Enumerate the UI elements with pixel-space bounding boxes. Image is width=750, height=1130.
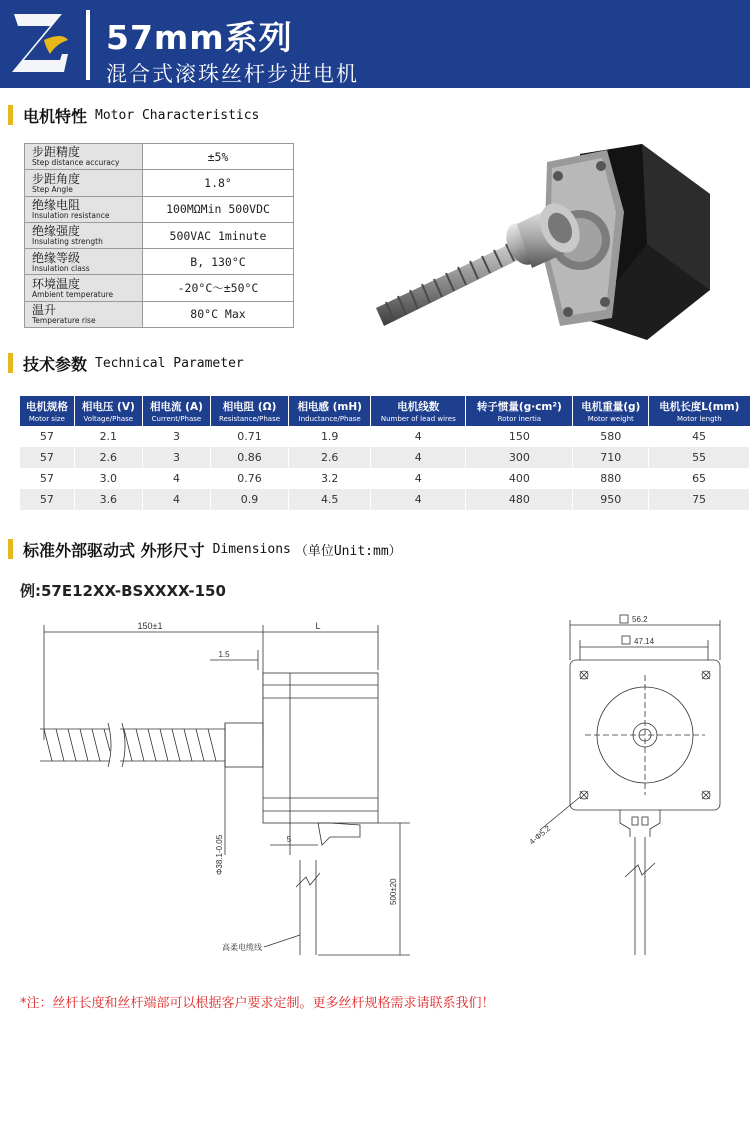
- cable-label: 高柔电缆线: [222, 943, 262, 952]
- column-header: 电机长度L(mm) Motor length: [649, 396, 750, 426]
- table-cell: 4: [371, 489, 466, 510]
- table-cell: 65: [649, 468, 750, 489]
- dim-5: 5: [286, 835, 292, 844]
- char-label: 步距角度 Step Angle: [25, 170, 143, 196]
- table-cell: 4: [142, 468, 210, 489]
- section-title-en: Motor Characteristics: [95, 107, 260, 123]
- model-example: 例:57E12XX-BSXXXX-150: [20, 582, 226, 600]
- table-cell: 0.9: [211, 489, 289, 510]
- table-cell: 75: [649, 489, 750, 510]
- table-row: [25, 249, 294, 275]
- table-row: [20, 468, 750, 489]
- column-header: 相电流 (A) Current/Phase: [142, 396, 210, 426]
- footnote: *注：丝杆长度和丝杆端部可以根据客户要求定制。更多丝杆规格需求请联系我们！: [20, 996, 495, 1011]
- table-cell: 580: [573, 426, 649, 447]
- table-cell: 300: [466, 447, 573, 468]
- technical-parameter-table: [20, 396, 750, 510]
- column-header: 相电压 (V) Voltage/Phase: [74, 396, 142, 426]
- table-cell: 0.86: [211, 447, 289, 468]
- column-header: 相电感 (mH) Inductance/Phase: [289, 396, 371, 426]
- char-label: 绝缘电阻 Insulation resistance: [25, 196, 143, 222]
- table-cell: 3.0: [74, 468, 142, 489]
- motor-photo: [372, 140, 717, 340]
- front-view-drawing: [480, 605, 750, 975]
- table-cell: 3: [142, 447, 210, 468]
- table-row: [25, 144, 294, 170]
- dim-mount-holes: 4-Φ5.2: [527, 823, 553, 847]
- section-title-cn: 电机特性: [23, 106, 88, 126]
- table-row: [20, 426, 750, 447]
- section-marker: [8, 353, 13, 373]
- company-logo: [10, 10, 72, 78]
- header-banner: [0, 0, 750, 88]
- table-cell: 3.6: [74, 489, 142, 510]
- section-unit: （单位Unit:mm）: [294, 543, 402, 559]
- section-title-cn: 标准外部驱动式 外形尺寸: [23, 540, 205, 560]
- char-value: 1.8°: [143, 170, 294, 196]
- section-heading-motor-characteristics: [8, 104, 259, 126]
- table-cell: 4.5: [289, 489, 371, 510]
- table-cell: 0.71: [211, 426, 289, 447]
- table-header-row: [20, 396, 750, 426]
- table-row: [25, 222, 294, 248]
- section-title-en: Technical Parameter: [95, 355, 244, 371]
- section-heading-dimensions: [8, 538, 402, 560]
- table-cell: 4: [142, 489, 210, 510]
- char-label: 温升 Temperature rise: [25, 301, 143, 327]
- table-cell: 1.9: [289, 426, 371, 447]
- table-cell: 57: [20, 468, 74, 489]
- table-cell: 0.76: [211, 468, 289, 489]
- char-value: B, 130°C: [143, 249, 294, 275]
- section-title-en: Dimensions: [212, 541, 291, 557]
- table-cell: 4: [371, 426, 466, 447]
- table-cell: 2.6: [289, 447, 371, 468]
- dim-screw-length: 150±1: [137, 621, 163, 631]
- table-cell: 45: [649, 426, 750, 447]
- column-header: 电机规格 Motor size: [20, 396, 74, 426]
- char-value: -20°C～±50°C: [143, 275, 294, 301]
- char-label: 步距精度 Step distance accuracy: [25, 144, 143, 170]
- dim-56-2: 56.2: [632, 615, 648, 624]
- table-cell: 950: [573, 489, 649, 510]
- section-title-cn: 技术参数: [23, 354, 88, 374]
- table-cell: 3: [142, 426, 210, 447]
- column-header: 电机重量(g) Motor weight: [573, 396, 649, 426]
- table-cell: 480: [466, 489, 573, 510]
- column-header: 电机线数 Number of lead wires: [371, 396, 466, 426]
- table-cell: 57: [20, 426, 74, 447]
- table-row: [25, 301, 294, 327]
- table-row: [25, 196, 294, 222]
- table-cell: 4: [371, 468, 466, 489]
- dim-47-14: 47.14: [634, 637, 655, 646]
- char-label: 绝缘等级 Insulation class: [25, 249, 143, 275]
- table-cell: 3.2: [289, 468, 371, 489]
- table-cell: 150: [466, 426, 573, 447]
- table-row: [25, 275, 294, 301]
- page-title: 57mm系列: [106, 18, 293, 57]
- column-header: 相电阻 (Ω) Resistance/Phase: [211, 396, 289, 426]
- table-cell: 400: [466, 468, 573, 489]
- section-marker: [8, 105, 13, 125]
- char-label: 环境温度 Ambient temperature: [25, 275, 143, 301]
- char-value: 500VAC 1minute: [143, 222, 294, 248]
- char-value: 100MΩMin 500VDC: [143, 196, 294, 222]
- dim-1-5: 1.5: [218, 650, 230, 659]
- dim-motor-length: L: [315, 621, 321, 631]
- side-view-drawing: [0, 605, 470, 975]
- table-row: [20, 489, 750, 510]
- char-label: 绝缘强度 Insulating strength: [25, 222, 143, 248]
- table-cell: 880: [573, 468, 649, 489]
- table-cell: 2.1: [74, 426, 142, 447]
- table-cell: 2.6: [74, 447, 142, 468]
- table-row: [25, 170, 294, 196]
- column-header: 转子惯量(g·cm²) Rotor inertia: [466, 396, 573, 426]
- section-heading-technical-parameter: [8, 352, 244, 374]
- dim-lead-length: 500±20: [389, 878, 398, 905]
- page-subtitle: 混合式滚珠丝杆步进电机: [106, 62, 359, 86]
- table-cell: 710: [573, 447, 649, 468]
- header-divider: [86, 10, 90, 80]
- characteristics-table: [24, 143, 294, 328]
- section-marker: [8, 539, 13, 559]
- table-cell: 55: [649, 447, 750, 468]
- table-cell: 57: [20, 489, 74, 510]
- char-value: 80°C Max: [143, 301, 294, 327]
- table-row: [20, 447, 750, 468]
- char-value: ±5%: [143, 144, 294, 170]
- table-cell: 57: [20, 447, 74, 468]
- table-cell: 4: [371, 447, 466, 468]
- dim-diameter: Φ38.1-0.05: [215, 834, 224, 875]
